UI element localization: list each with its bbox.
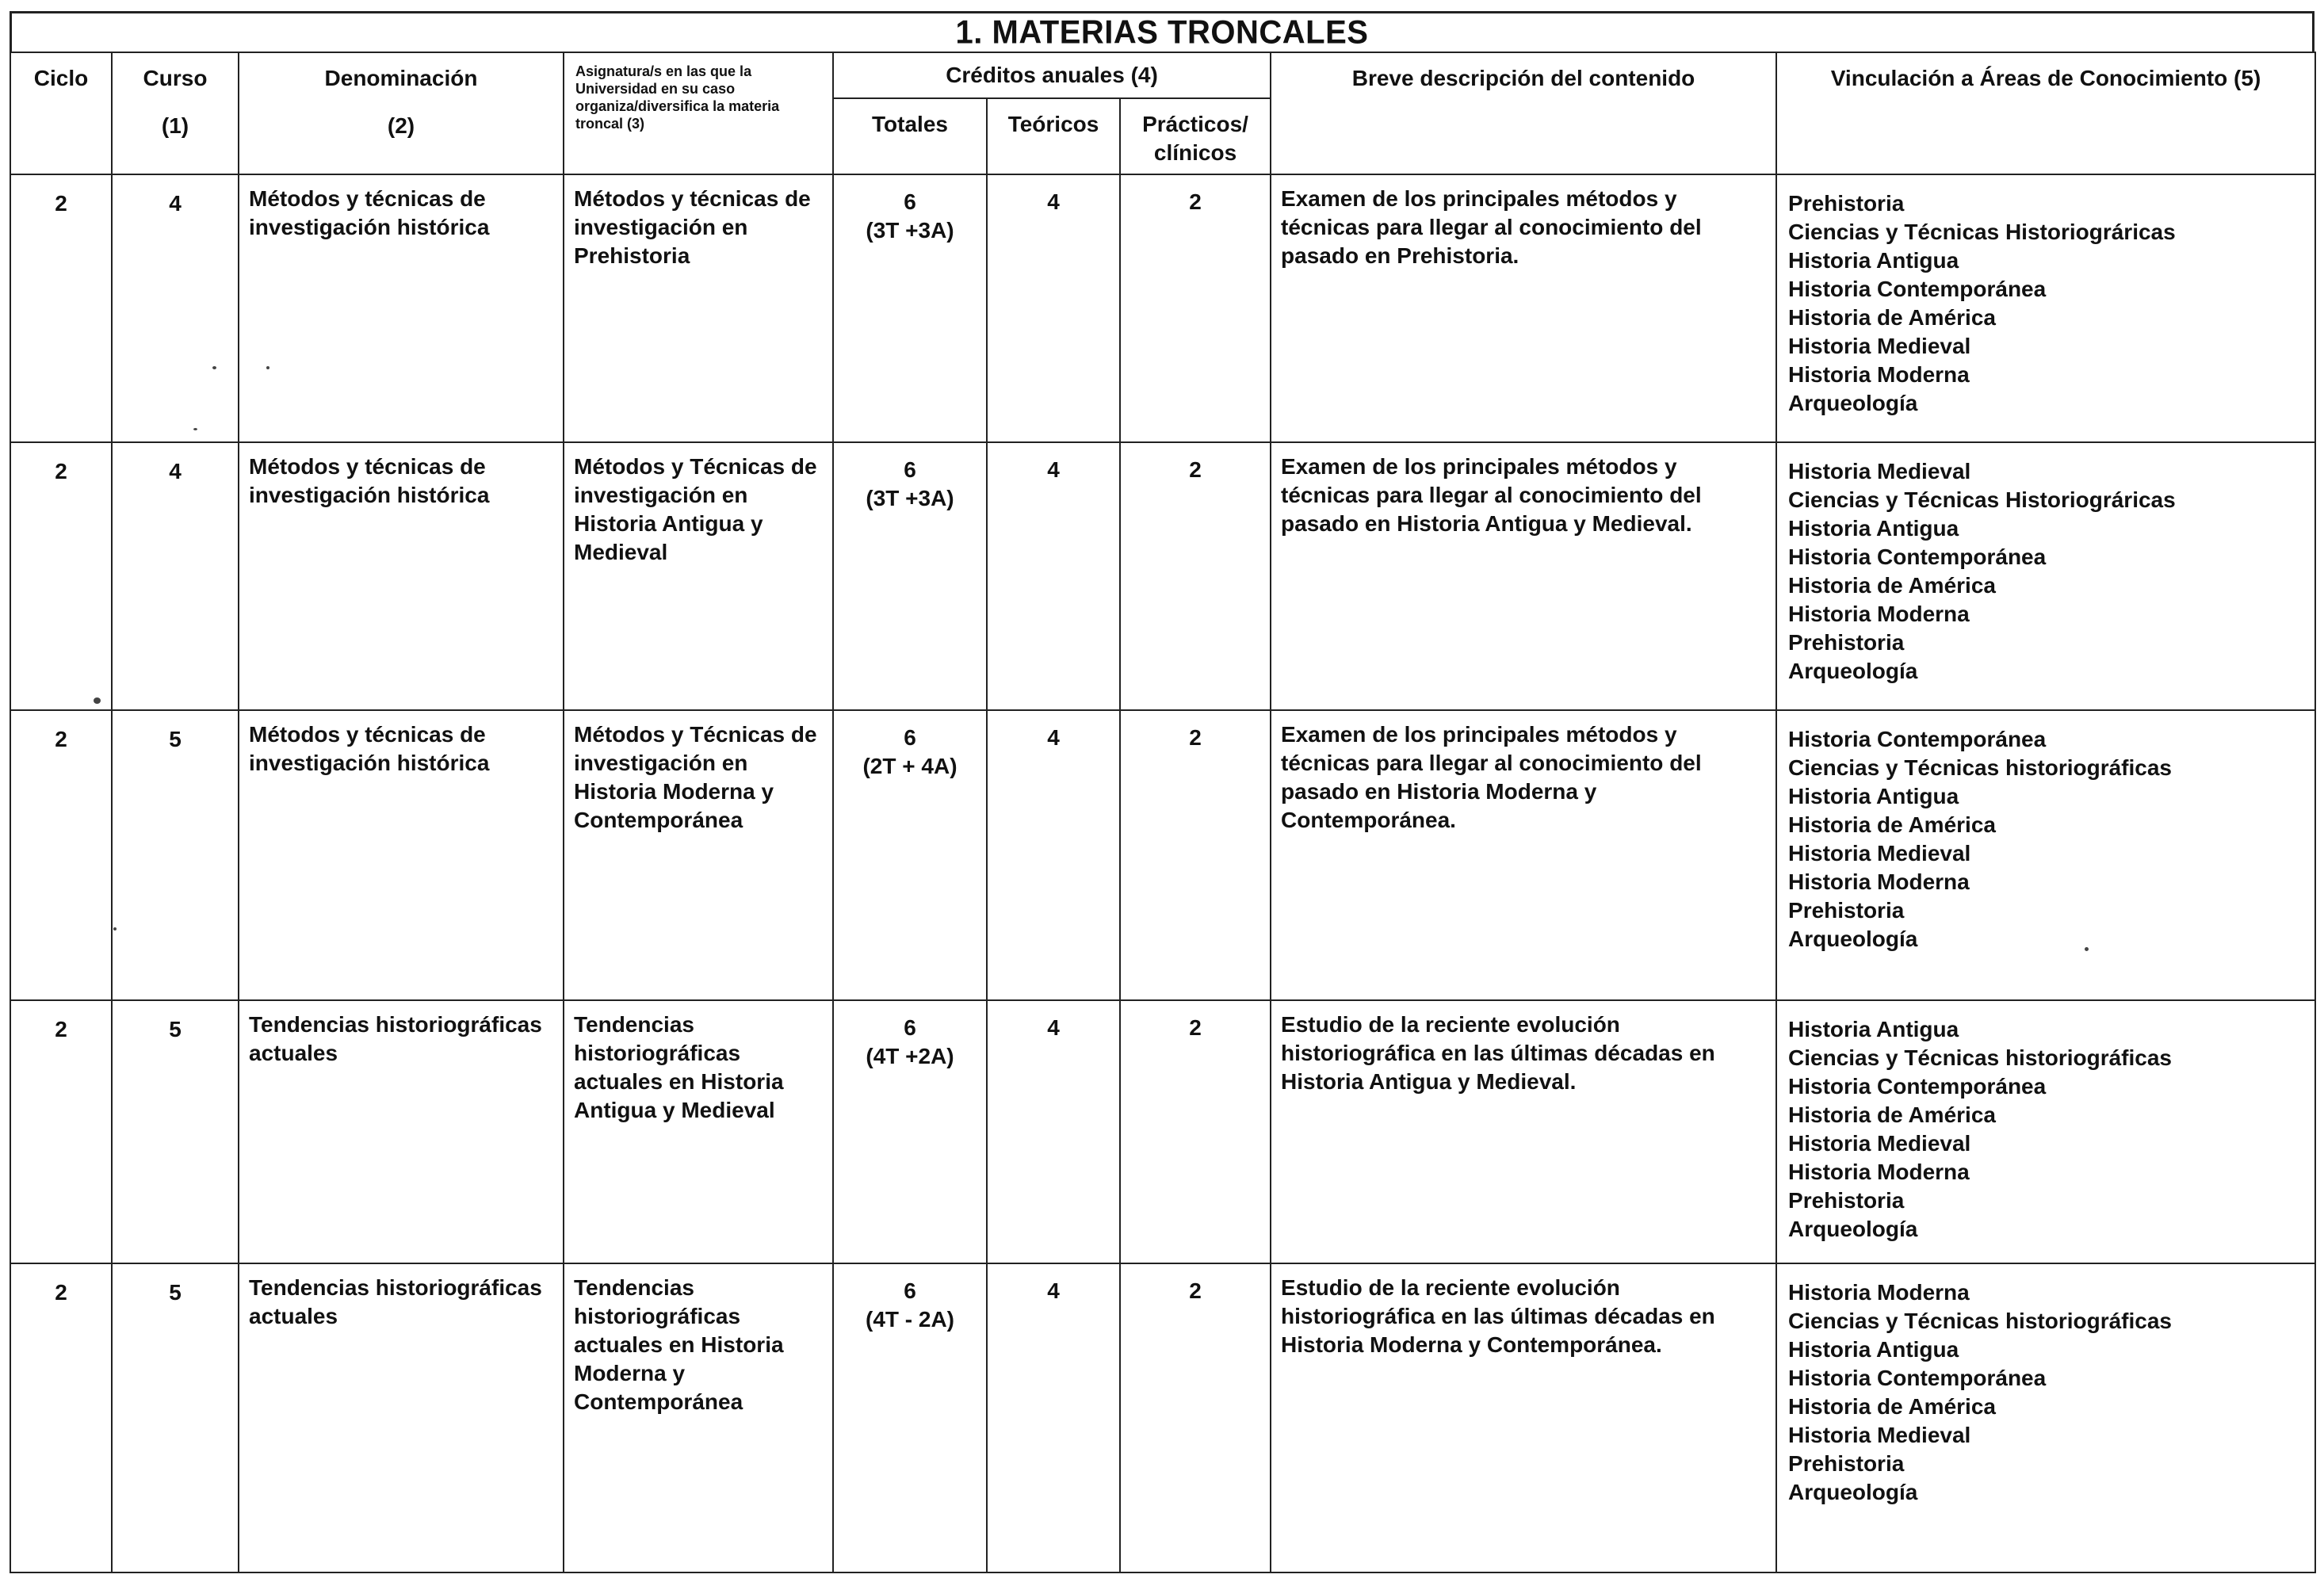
descripcion-value: Estudio de la reciente evolución historiográfica en las últimas décadas en Historia Moderna y Contemporánea.	[1281, 1275, 1715, 1357]
descripcion-value: Examen de los principales métodos y técnicas para llegar al conocimiento del pasado en Prehistoria.	[1281, 186, 1702, 268]
cell-areas	[1776, 442, 2315, 710]
descripcion-value: Estudio de la reciente evolución historiográfica en las últimas décadas en Historia Antigua y Medieval.	[1281, 1012, 1715, 1094]
area-item: Historia Antigua	[1788, 1337, 1959, 1362]
area-item: Historia Moderna	[1788, 602, 1970, 626]
cell-curso	[112, 1000, 239, 1263]
scan-speck	[113, 927, 117, 930]
table-row	[10, 174, 2315, 442]
cell-ciclo	[10, 710, 112, 1000]
area-item: Arqueología	[1788, 659, 1918, 683]
area-item: Historia Contemporánea	[1788, 1074, 2047, 1099]
cell-practicos	[1120, 442, 1271, 710]
cell-descripcion	[1271, 710, 1776, 1000]
area-item: Prehistoria	[1788, 191, 1905, 216]
practicos-value: 2	[1189, 1278, 1202, 1303]
cell-teoricos	[987, 1263, 1120, 1572]
area-item: Ciencias y Técnicas historiográficas	[1788, 755, 2172, 780]
practicos-value: 2	[1189, 1015, 1202, 1040]
cell-descripcion	[1271, 1263, 1776, 1572]
denominacion-value: Tendencias historiográficas actuales	[249, 1012, 542, 1065]
totales-value: 6	[904, 725, 916, 750]
header-descripcion-label: Breve descripción del contenido	[1351, 66, 1695, 90]
area-item: Historia Medieval	[1788, 459, 1971, 483]
cell-areas	[1776, 1000, 2315, 1263]
header-vinculacion	[1776, 52, 2315, 174]
area-item: Historia de América	[1788, 1394, 1996, 1419]
cell-ciclo	[10, 442, 112, 710]
cell-ciclo	[10, 1000, 112, 1263]
header-descripcion	[1271, 52, 1776, 174]
area-item: Prehistoria	[1788, 898, 1905, 923]
ciclo-value: 2	[55, 1280, 67, 1305]
cell-asignatura	[564, 1263, 833, 1572]
cell-practicos	[1120, 710, 1271, 1000]
area-item: Historia Moderna	[1788, 869, 1970, 894]
scan-speck	[212, 366, 216, 369]
area-item: Arqueología	[1788, 927, 1918, 951]
cell-denominacion	[239, 1000, 564, 1263]
area-item: Historia de América	[1788, 1102, 1996, 1127]
asignatura-value: Métodos y técnicas de investigación en Prehistoria	[574, 186, 811, 268]
header-teoricos-label: Teóricos	[1007, 112, 1099, 136]
area-item: Historia Contemporánea	[1788, 277, 2047, 301]
header-denominacion-note: (2)	[387, 113, 415, 138]
cell-totales	[833, 710, 987, 1000]
header-curso-note: (1)	[161, 113, 189, 138]
area-item: Arqueología	[1788, 1217, 1918, 1241]
descripcion-value: Examen de los principales métodos y técnicas para llegar al conocimiento del pasado en Historia Moderna y Contemporánea.	[1281, 722, 1702, 832]
curso-value: 5	[169, 1280, 182, 1305]
cell-ciclo	[10, 174, 112, 442]
document-sheet	[10, 11, 2314, 1573]
cell-practicos	[1120, 174, 1271, 442]
area-item: Historia Medieval	[1788, 334, 1971, 358]
header-denominacion	[239, 52, 564, 174]
area-item: Ciencias y Técnicas historiográficas	[1788, 1309, 2172, 1333]
area-item: Historia Moderna	[1788, 1280, 1970, 1305]
header-vinculacion-label: Vinculación a Áreas de Conocimiento (5)	[1830, 66, 2261, 90]
area-item: Historia Contemporánea	[1788, 1366, 2047, 1390]
asignatura-value: Métodos y Técnicas de investigación en Historia Antigua y Medieval	[574, 454, 817, 564]
area-item: Historia Antigua	[1788, 1017, 1959, 1041]
area-item: Prehistoria	[1788, 630, 1905, 655]
teoricos-value: 4	[1047, 457, 1060, 482]
totales-value: 6	[904, 457, 916, 482]
header-totales	[833, 98, 987, 174]
cell-denominacion	[239, 174, 564, 442]
area-item: Prehistoria	[1788, 1451, 1905, 1476]
header-creditos	[833, 52, 1271, 98]
table-row	[10, 710, 2315, 1000]
area-item: Historia Antigua	[1788, 516, 1959, 541]
scan-speck	[266, 366, 269, 369]
totales-value: 6	[904, 1015, 916, 1040]
header-practicos-label: Prácticos/ clínicos	[1142, 112, 1248, 165]
table-title-text: 1. MATERIAS TRONCALES	[955, 13, 1369, 51]
denominacion-value: Tendencias historiográficas actuales	[249, 1275, 542, 1328]
area-item: Arqueología	[1788, 1480, 1918, 1504]
area-item: Historia de América	[1788, 573, 1996, 598]
teoricos-value: 4	[1047, 1015, 1060, 1040]
asignatura-value: Tendencias historiográficas actuales en Historia Antigua y Medieval	[574, 1012, 784, 1122]
cell-curso	[112, 1263, 239, 1572]
cell-areas	[1776, 174, 2315, 442]
teoricos-value: 4	[1047, 1278, 1060, 1303]
ciclo-value: 2	[55, 1017, 67, 1041]
totales-detail: (4T +2A)	[866, 1044, 954, 1068]
area-item: Historia Antigua	[1788, 248, 1959, 273]
area-item: Historia de América	[1788, 812, 1996, 837]
practicos-value: 2	[1189, 725, 1202, 750]
asignatura-value: Métodos y Técnicas de investigación en Historia Moderna y Contemporánea	[574, 722, 817, 832]
totales-value: 6	[904, 189, 916, 214]
cell-curso	[112, 710, 239, 1000]
totales-detail: (3T +3A)	[866, 486, 954, 510]
cell-teoricos	[987, 710, 1120, 1000]
scan-speck	[193, 428, 197, 430]
header-denominacion-label: Denominación	[324, 66, 478, 90]
header-practicos	[1120, 98, 1271, 174]
curso-value: 4	[169, 191, 182, 216]
cell-asignatura	[564, 442, 833, 710]
cell-teoricos	[987, 442, 1120, 710]
area-item: Historia Medieval	[1788, 1131, 1971, 1156]
header-creditos-label: Créditos anuales (4)	[946, 63, 1158, 87]
ciclo-value: 2	[55, 191, 67, 216]
area-item: Ciencias y Técnicas historiográficas	[1788, 1045, 2172, 1070]
cell-totales	[833, 174, 987, 442]
scan-speck	[94, 697, 101, 704]
table-row	[10, 1000, 2315, 1263]
totales-value: 6	[904, 1278, 916, 1303]
header-ciclo-label: Ciclo	[33, 66, 89, 90]
header-curso	[112, 52, 239, 174]
totales-detail: (2T + 4A)	[862, 754, 958, 778]
cell-ciclo	[10, 1263, 112, 1572]
area-item: Historia Contemporánea	[1788, 545, 2047, 569]
practicos-value: 2	[1189, 189, 1202, 214]
header-totales-label: Totales	[872, 112, 948, 136]
cell-practicos	[1120, 1000, 1271, 1263]
curso-value: 5	[169, 727, 182, 751]
area-item: Historia Antigua	[1788, 784, 1959, 808]
cell-denominacion	[239, 710, 564, 1000]
cell-areas	[1776, 1263, 2315, 1572]
header-curso-label: Curso	[143, 66, 208, 90]
cell-curso	[112, 174, 239, 442]
cell-totales	[833, 1263, 987, 1572]
area-item: Arqueología	[1788, 391, 1918, 415]
scan-speck	[2085, 947, 2089, 951]
cell-descripcion	[1271, 174, 1776, 442]
ciclo-value: 2	[55, 727, 67, 751]
curso-value: 4	[169, 459, 182, 483]
totales-detail: (4T - 2A)	[866, 1307, 954, 1332]
cell-asignatura	[564, 1000, 833, 1263]
teoricos-value: 4	[1047, 189, 1060, 214]
denominacion-value: Métodos y técnicas de investigación histórica	[249, 722, 490, 775]
cell-totales	[833, 1000, 987, 1263]
cell-totales	[833, 442, 987, 710]
totales-detail: (3T +3A)	[866, 218, 954, 243]
area-item: Historia Medieval	[1788, 841, 1971, 866]
cell-practicos	[1120, 1263, 1271, 1572]
cell-asignatura	[564, 174, 833, 442]
table-row	[10, 1263, 2315, 1572]
cell-teoricos	[987, 1000, 1120, 1263]
header-asignatura-label: Asignatura/s en las que la Universidad en su caso organiza/diversifica la materia troncal (3)	[575, 63, 780, 132]
cell-descripcion	[1271, 442, 1776, 710]
header-teoricos	[987, 98, 1120, 174]
practicos-value: 2	[1189, 457, 1202, 482]
area-item: Prehistoria	[1788, 1188, 1905, 1213]
curso-value: 5	[169, 1017, 182, 1041]
materias-table	[10, 52, 2316, 1573]
denominacion-value: Métodos y técnicas de investigación histórica	[249, 454, 490, 507]
table-row	[10, 442, 2315, 710]
table-title	[10, 11, 2314, 52]
area-item: Historia de América	[1788, 305, 1996, 330]
asignatura-value: Tendencias historiográficas actuales en Historia Moderna y Contemporánea	[574, 1275, 784, 1414]
cell-asignatura	[564, 710, 833, 1000]
cell-denominacion	[239, 442, 564, 710]
cell-curso	[112, 442, 239, 710]
area-item: Historia Moderna	[1788, 362, 1970, 387]
header-ciclo	[10, 52, 112, 174]
area-item: Ciencias y Técnicas Historiográricas	[1788, 220, 2176, 244]
denominacion-value: Métodos y técnicas de investigación histórica	[249, 186, 490, 239]
table-body	[10, 174, 2315, 1572]
area-item: Historia Contemporánea	[1788, 727, 2047, 751]
descripcion-value: Examen de los principales métodos y técnicas para llegar al conocimiento del pasado en Historia Antigua y Medieval.	[1281, 454, 1702, 536]
cell-descripcion	[1271, 1000, 1776, 1263]
cell-areas	[1776, 710, 2315, 1000]
cell-teoricos	[987, 174, 1120, 442]
area-item: Historia Medieval	[1788, 1423, 1971, 1447]
cell-denominacion	[239, 1263, 564, 1572]
teoricos-value: 4	[1047, 725, 1060, 750]
area-item: Historia Moderna	[1788, 1160, 1970, 1184]
header-asignatura	[564, 52, 833, 174]
ciclo-value: 2	[55, 459, 67, 483]
area-item: Ciencias y Técnicas Historiográricas	[1788, 487, 2176, 512]
